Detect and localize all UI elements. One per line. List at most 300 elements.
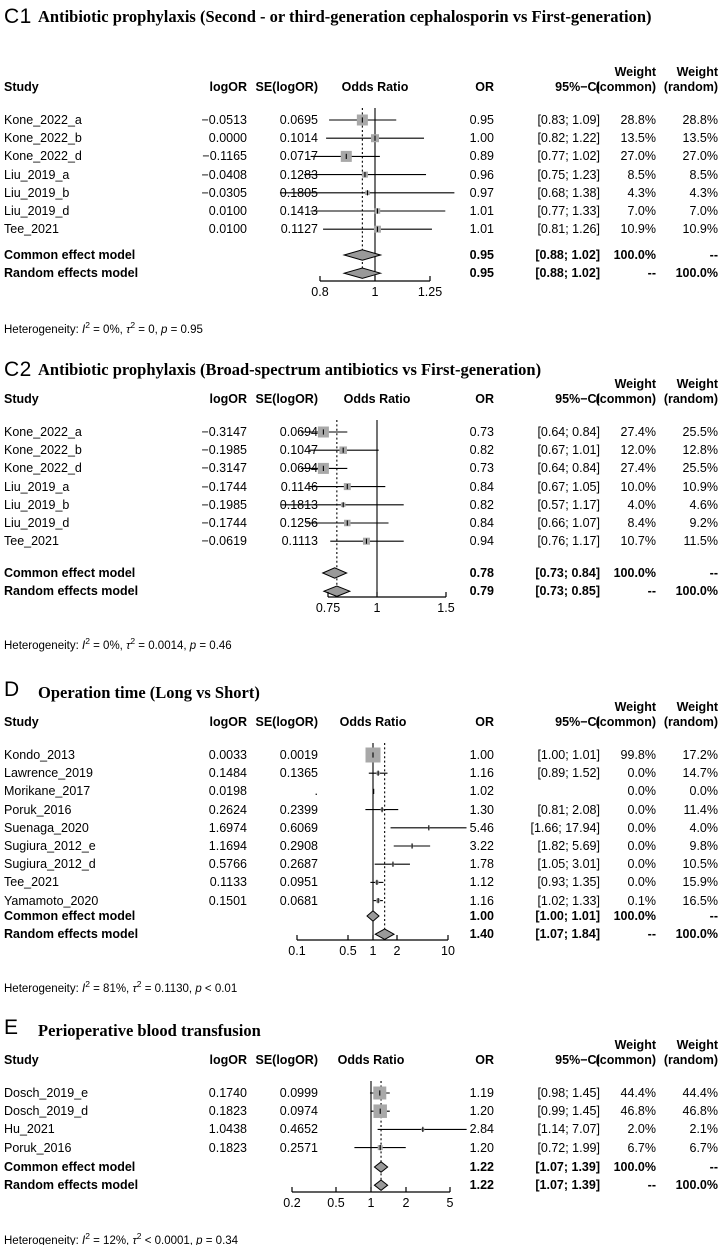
- x-axis-tick-label: 2: [393, 944, 401, 958]
- x-axis-tick-label: 2: [402, 1196, 410, 1210]
- study-logor: 0.0100: [208, 204, 247, 218]
- study-name: Tee_2021: [4, 875, 59, 890]
- study-logor: 0.1484: [208, 766, 247, 781]
- random-effects-model-row-weight-random: 100.0%: [675, 927, 718, 942]
- study-name: Tee_2021: [4, 222, 59, 237]
- study-name: Kone_2022_a: [4, 425, 82, 439]
- study-weight-common: 99.8%: [620, 748, 656, 762]
- study-logor: −0.1744: [201, 516, 247, 530]
- common-effect-diamond: [374, 1162, 387, 1172]
- study-weight-random: 11.5%: [683, 534, 718, 549]
- study-weight-common: 10.0%: [620, 479, 656, 494]
- study-logor: 0.0198: [208, 784, 247, 799]
- study-name: Liu_2019_b: [4, 497, 70, 512]
- study-weight-common: 10.7%: [620, 534, 656, 549]
- study-ci: [1.66; 17.94]: [530, 820, 600, 835]
- study-name: Dosch_2019_d: [4, 1104, 89, 1119]
- study-weight-random: 12.8%: [682, 443, 718, 458]
- random-effects-model-row-ci: [1.07; 1.84]: [535, 927, 600, 942]
- study-weight-random: 4.0%: [689, 820, 718, 835]
- column-header-study: Study: [4, 80, 39, 94]
- column-header-weight-random: (random): [663, 392, 718, 406]
- common-effect-model-row-label: Common effect model: [4, 248, 136, 262]
- study-weight-random: 25.5%: [682, 461, 718, 476]
- random-effects-model-row-weight-random: 100.0%: [675, 1178, 718, 1193]
- study-or: 1.00: [469, 748, 494, 762]
- study-ci: [0.81; 1.26]: [537, 222, 600, 237]
- study-se: 0.0694: [279, 425, 318, 439]
- study-logor: −0.0619: [201, 534, 247, 549]
- random-effects-model-row-label: Random effects model: [4, 584, 139, 599]
- column-header-or: OR: [475, 80, 494, 94]
- study-weight-random: 9.2%: [689, 516, 718, 530]
- forest-plot-area-d: [0, 742, 720, 952]
- study-name: Hu_2021: [4, 1122, 55, 1137]
- study-ci: [0.57; 1.17]: [537, 497, 600, 512]
- study-se: 0.0999: [279, 1086, 318, 1100]
- study-name: Morikane_2017: [4, 784, 91, 799]
- panel-title-c1: Antibiotic prophylaxis (Second - or third-generation cephalosporin vs First-generation): [38, 7, 652, 26]
- study-weight-random: 13.5%: [682, 131, 718, 146]
- study-or: 0.96: [469, 167, 494, 182]
- column-header-weight-common: (common): [595, 715, 656, 729]
- weight-common-header-top: Weight: [614, 65, 656, 79]
- study-name: Suenaga_2020: [4, 820, 89, 835]
- study-se: 0.1047: [279, 443, 318, 458]
- column-header-logor: logOR: [209, 80, 247, 94]
- column-header-study: Study: [4, 392, 39, 406]
- study-weight-common: 0.0%: [627, 820, 656, 835]
- study-se: 0.2908: [279, 839, 318, 853]
- panel-letter-c2: C2: [4, 358, 32, 381]
- study-weight-common: 27.4%: [620, 461, 656, 476]
- study-ci: [1.05; 3.01]: [537, 857, 600, 872]
- heterogeneity-statistics: Heterogeneity: $I^2 = 12\%$, $\tau^2 < 0.0001$, p = 0.34: [4, 1231, 239, 1245]
- random-effects-model-row-weight-common: --: [647, 927, 656, 942]
- column-header-odds-ratio: Odds Ratio: [337, 1053, 405, 1067]
- study-name: Liu_2019_a: [4, 167, 70, 182]
- heterogeneity-statistics: Heterogeneity: $I^2 = 81\%$, $\tau^2 = 0.1130$, p < 0.01: [4, 979, 238, 995]
- study-or: 0.84: [469, 479, 494, 494]
- study-se: 0.1813: [279, 497, 318, 512]
- study-se: 0.2571: [279, 1140, 318, 1155]
- study-weight-common: 10.9%: [620, 222, 656, 237]
- study-ci: [0.67; 1.05]: [537, 479, 600, 494]
- common-effect-model-row-ci: [1.00; 1.01]: [535, 909, 600, 923]
- study-ci: [0.83; 1.09]: [537, 113, 600, 127]
- column-header-logor: logOR: [209, 392, 247, 406]
- forest-plot-area-c2: [0, 419, 720, 609]
- column-header-se: SE(logOR): [255, 80, 318, 94]
- x-axis-tick-label: 1.25: [417, 285, 443, 299]
- study-se: 0.0717: [279, 149, 318, 164]
- study-or: 1.16: [469, 766, 494, 781]
- study-logor: 0.1823: [208, 1140, 247, 1155]
- study-logor: −0.1985: [201, 443, 247, 458]
- study-logor: 0.1740: [208, 1086, 247, 1100]
- study-weight-random: 4.6%: [689, 497, 718, 512]
- x-axis-tick-label: 1: [371, 285, 379, 299]
- study-logor: −0.0513: [201, 113, 247, 127]
- heterogeneity-statistics: Heterogeneity: $I^2 = 0\%$, $\tau^2 = 0.0014$, p = 0.46: [4, 636, 232, 652]
- study-weight-random: 28.8%: [682, 113, 718, 127]
- common-effect-model-row-weight-common: 100.0%: [613, 909, 656, 923]
- study-se: 0.1413: [279, 204, 318, 218]
- study-or: 1.01: [469, 204, 494, 218]
- common-effect-model-row-weight-random: --: [709, 909, 718, 923]
- x-axis-tick-label: 1: [369, 944, 377, 958]
- study-ci: [0.77; 1.33]: [537, 204, 600, 218]
- study-weight-common: 7.0%: [627, 204, 656, 218]
- study-logor: 1.0438: [208, 1122, 247, 1137]
- study-ci: [0.64; 0.84]: [537, 425, 600, 439]
- study-or: 0.89: [469, 149, 494, 164]
- column-header-odds-ratio: Odds Ratio: [341, 80, 409, 94]
- common-effect-model-row-weight-random: --: [709, 1160, 718, 1174]
- study-ci: [0.76; 1.17]: [537, 534, 600, 549]
- x-axis-tick-label: 0.2: [283, 1196, 301, 1210]
- random-effects-model-row-weight-common: --: [647, 584, 656, 599]
- study-or: 1.78: [469, 857, 494, 872]
- column-header-ci: 95%−CI: [555, 1053, 600, 1067]
- study-logor: 0.5766: [208, 857, 247, 872]
- random-effects-model-row-weight-random: 100.0%: [675, 584, 718, 599]
- study-se: 0.0019: [279, 748, 318, 762]
- study-weight-common: 4.0%: [627, 497, 656, 512]
- forest-plot-area-c1: [0, 107, 720, 293]
- common-effect-model-row-weight-common: 100.0%: [613, 248, 656, 262]
- study-logor: −0.3147: [201, 461, 247, 476]
- random-effects-model-row-weight-common: --: [647, 266, 656, 281]
- weight-common-header-top: Weight: [614, 1038, 656, 1052]
- study-ci: [0.81; 2.08]: [537, 802, 600, 817]
- study-name: Kone_2022_d: [4, 461, 82, 476]
- forest-plot-area-e: [0, 1080, 720, 1204]
- panel-letter-d: D: [4, 678, 20, 701]
- study-logor: −0.0408: [201, 167, 247, 182]
- study-se: 0.0681: [279, 893, 318, 908]
- study-or: 0.82: [469, 497, 494, 512]
- study-se: 0.0694: [279, 461, 318, 476]
- study-weight-common: 0.0%: [627, 784, 656, 799]
- study-or: 2.84: [469, 1122, 494, 1137]
- random-effects-model-row-or: 0.79: [469, 584, 494, 599]
- panel-title-d: Operation time (Long vs Short): [38, 683, 260, 702]
- column-header-or: OR: [475, 1053, 494, 1067]
- study-name: Kondo_2013: [4, 748, 75, 762]
- study-ci: [0.68; 1.38]: [537, 185, 600, 200]
- study-name: Sugiura_2012_d: [4, 857, 96, 872]
- random-effects-model-row-label: Random effects model: [4, 266, 139, 281]
- random-effects-model-row-weight-random: 100.0%: [675, 266, 718, 281]
- study-logor: 0.0033: [208, 748, 247, 762]
- study-se: 0.2687: [279, 857, 318, 872]
- weight-random-header-top: Weight: [676, 700, 718, 714]
- column-header-odds-ratio: Odds Ratio: [343, 392, 411, 406]
- study-weight-common: 13.5%: [620, 131, 656, 146]
- study-ci: [0.72; 1.99]: [537, 1140, 600, 1155]
- common-effect-model-row-or: 0.78: [469, 566, 494, 580]
- common-effect-model-row-ci: [0.88; 1.02]: [535, 248, 600, 262]
- study-weight-random: 15.9%: [682, 875, 718, 890]
- study-weight-random: 25.5%: [682, 425, 718, 439]
- study-se: 0.0951: [279, 875, 318, 890]
- random-effects-model-row-label: Random effects model: [4, 1178, 139, 1193]
- study-ci: [0.66; 1.07]: [537, 516, 600, 530]
- study-name: Kone_2022_b: [4, 131, 82, 146]
- random-effects-diamond: [374, 1180, 387, 1190]
- random-effects-model-row-or: 0.95: [469, 266, 494, 281]
- x-axis-tick-label: 0.75: [315, 601, 341, 615]
- study-weight-random: 10.9%: [682, 479, 718, 494]
- study-name: Liu_2019_d: [4, 516, 70, 530]
- panel-letter-c1: C1: [4, 5, 32, 28]
- common-effect-model-row-weight-common: 100.0%: [613, 1160, 656, 1174]
- column-header-logor: logOR: [209, 715, 247, 729]
- column-header-study: Study: [4, 1053, 39, 1067]
- column-header-odds-ratio: Odds Ratio: [339, 715, 407, 729]
- study-logor: 0.1501: [208, 893, 247, 908]
- study-name: Poruk_2016: [4, 802, 72, 817]
- study-weight-common: 0.0%: [627, 875, 656, 890]
- column-header-weight-common: (common): [595, 1053, 656, 1067]
- common-effect-model-row-label: Common effect model: [4, 1160, 136, 1174]
- study-logor: −0.3147: [201, 425, 247, 439]
- common-effect-model-row-weight-random: --: [709, 566, 718, 580]
- study-se: 0.1146: [280, 479, 318, 494]
- study-weight-common: 0.0%: [627, 802, 656, 817]
- common-effect-model-row-label: Common effect model: [4, 909, 136, 923]
- x-axis-tick-label: 0.5: [327, 1196, 345, 1210]
- study-se: 0.1365: [279, 766, 318, 781]
- plot-panel-d: [0, 742, 720, 952]
- study-ci: [1.82; 5.69]: [537, 839, 600, 853]
- column-header-ci: 95%−CI: [555, 392, 600, 406]
- study-weight-common: 44.4%: [620, 1086, 656, 1100]
- random-effects-model-row-or: 1.40: [469, 927, 494, 942]
- column-header-ci: 95%−CI: [555, 715, 600, 729]
- study-weight-random: 8.5%: [689, 167, 718, 182]
- study-weight-random: 9.8%: [689, 839, 718, 853]
- common-effect-diamond: [367, 911, 379, 921]
- study-logor: 0.0000: [208, 131, 247, 146]
- common-effect-model-row-ci: [0.73; 0.84]: [535, 566, 600, 580]
- study-ci: [1.02; 1.33]: [537, 893, 600, 908]
- random-effects-model-row-or: 1.22: [469, 1178, 494, 1193]
- column-header-weight-random: (random): [663, 1053, 718, 1067]
- study-name: Yamamoto_2020: [4, 893, 99, 908]
- study-weight-random: 10.5%: [682, 857, 718, 872]
- study-logor: 1.1694: [208, 839, 247, 853]
- study-or: 1.01: [469, 222, 494, 237]
- study-ci: [0.93; 1.35]: [537, 875, 600, 890]
- study-ci: [0.89; 1.52]: [537, 766, 600, 781]
- study-or: 1.02: [469, 784, 494, 799]
- study-weight-common: 27.4%: [620, 425, 656, 439]
- study-or: 0.84: [469, 516, 494, 530]
- study-weight-common: 28.8%: [620, 113, 656, 127]
- x-axis-tick-label: 0.1: [288, 944, 306, 958]
- random-effects-diamond: [375, 929, 394, 939]
- study-se: 0.1127: [280, 222, 318, 237]
- x-axis-tick-label: 10: [441, 944, 455, 958]
- weight-common-header-top: Weight: [614, 377, 656, 391]
- study-logor: 0.0100: [208, 222, 247, 237]
- study-name: Liu_2019_b: [4, 185, 70, 200]
- study-weight-random: 46.8%: [682, 1104, 718, 1119]
- study-se: 0.0974: [279, 1104, 318, 1119]
- plot-panel-c2: [0, 419, 720, 609]
- study-se: .: [314, 784, 318, 799]
- study-or: 3.22: [469, 839, 494, 853]
- study-ci: [0.77; 1.02]: [537, 149, 600, 164]
- study-weight-common: 27.0%: [620, 149, 656, 164]
- study-se: 0.2399: [279, 802, 318, 817]
- study-weight-common: 0.1%: [627, 893, 656, 908]
- study-logor: 0.1823: [208, 1104, 247, 1119]
- study-weight-random: 27.0%: [682, 149, 718, 164]
- study-logor: 1.6974: [208, 820, 247, 835]
- study-name: Kone_2022_d: [4, 149, 82, 164]
- study-weight-common: 6.7%: [627, 1140, 656, 1155]
- study-name: Dosch_2019_e: [4, 1086, 89, 1100]
- study-weight-common: 8.4%: [627, 516, 656, 530]
- study-ci: [1.00; 1.01]: [537, 748, 600, 762]
- column-header-weight-random: (random): [663, 715, 718, 729]
- column-header-or: OR: [475, 715, 494, 729]
- study-se: 0.1283: [279, 167, 318, 182]
- study-name: Kone_2022_a: [4, 113, 82, 127]
- column-header-or: OR: [475, 392, 494, 406]
- study-weight-random: 11.4%: [683, 802, 718, 817]
- study-or: 0.82: [469, 443, 494, 458]
- study-ci: [0.64; 0.84]: [537, 461, 600, 476]
- study-weight-random: 0.0%: [689, 784, 718, 799]
- study-or: 1.00: [469, 131, 494, 146]
- study-se: 0.1113: [281, 534, 318, 549]
- study-weight-random: 6.7%: [689, 1140, 718, 1155]
- study-weight-random: 14.7%: [682, 766, 718, 781]
- study-name: Lawrence_2019: [4, 766, 93, 781]
- study-ci: [0.99; 1.45]: [537, 1104, 600, 1119]
- study-or: 1.12: [469, 875, 494, 890]
- plot-panel-c1: [0, 107, 720, 293]
- panel-title-c2: Antibiotic prophylaxis (Broad-spectrum antibiotics vs First-generation): [38, 360, 542, 379]
- study-se: 0.0695: [279, 113, 318, 127]
- column-header-study: Study: [4, 715, 39, 729]
- weight-random-header-top: Weight: [676, 65, 718, 79]
- study-name: Sugiura_2012_e: [4, 839, 96, 853]
- study-ci: [1.14; 7.07]: [537, 1122, 600, 1137]
- column-header-weight-common: (common): [595, 80, 656, 94]
- study-or: 1.30: [469, 802, 494, 817]
- study-name: Poruk_2016: [4, 1140, 72, 1155]
- x-axis-tick-label: 0.8: [311, 285, 329, 299]
- study-weight-common: 0.0%: [627, 839, 656, 853]
- panel-title-e: Perioperative blood transfusion: [38, 1021, 261, 1040]
- weight-random-header-top: Weight: [676, 377, 718, 391]
- random-effects-model-row-weight-common: --: [647, 1178, 656, 1193]
- study-ci: [0.98; 1.45]: [537, 1086, 600, 1100]
- column-header-ci: 95%−CI: [555, 80, 600, 94]
- study-weight-common: 4.3%: [627, 185, 656, 200]
- study-or: 1.20: [469, 1104, 494, 1119]
- study-ci: [0.67; 1.01]: [537, 443, 600, 458]
- common-effect-model-row-or: 1.00: [469, 909, 494, 923]
- common-effect-model-row-label: Common effect model: [4, 566, 136, 580]
- study-ci: [0.82; 1.22]: [537, 131, 600, 146]
- study-logor: 0.1133: [209, 875, 247, 890]
- study-or: 0.73: [469, 425, 494, 439]
- study-weight-common: 46.8%: [620, 1104, 656, 1119]
- study-logor: −0.1744: [201, 479, 247, 494]
- study-se: 0.6069: [279, 820, 318, 835]
- random-effects-model-row-ci: [0.73; 0.85]: [535, 584, 600, 599]
- random-effects-model-row-ci: [1.07; 1.39]: [535, 1178, 600, 1193]
- common-effect-diamond: [323, 568, 347, 578]
- study-weight-random: 4.3%: [689, 185, 718, 200]
- study-name: Liu_2019_a: [4, 479, 70, 494]
- column-header-logor: logOR: [209, 1053, 247, 1067]
- column-header-weight-common: (common): [595, 392, 656, 406]
- plot-panel-e: [0, 1080, 720, 1204]
- study-logor: −0.0305: [201, 185, 247, 200]
- study-name: Kone_2022_b: [4, 443, 82, 458]
- random-effects-model-row-ci: [0.88; 1.02]: [535, 266, 600, 281]
- study-or: 0.97: [469, 185, 494, 200]
- study-se: 0.1256: [279, 516, 318, 530]
- study-weight-common: 12.0%: [620, 443, 656, 458]
- study-or: 5.46: [469, 820, 494, 835]
- common-effect-model-row-or: 1.22: [469, 1160, 494, 1174]
- column-header-weight-random: (random): [663, 80, 718, 94]
- x-axis-tick-label: 0.5: [339, 944, 357, 958]
- panel-letter-e: E: [4, 1016, 19, 1039]
- study-or: 0.94: [469, 534, 494, 549]
- study-logor: −0.1165: [202, 149, 247, 164]
- column-header-se: SE(logOR): [255, 1053, 318, 1067]
- study-weight-random: 16.5%: [682, 893, 718, 908]
- common-effect-model-row-ci: [1.07; 1.39]: [535, 1160, 600, 1174]
- weight-random-header-top: Weight: [676, 1038, 718, 1052]
- x-axis-tick-label: 1.5: [437, 601, 455, 615]
- column-header-se: SE(logOR): [255, 715, 318, 729]
- study-se: 0.1014: [279, 131, 318, 146]
- common-effect-model-row-weight-random: --: [709, 248, 718, 262]
- study-weight-common: 0.0%: [627, 766, 656, 781]
- study-se: 0.4652: [279, 1122, 318, 1137]
- study-name: Tee_2021: [4, 534, 59, 549]
- study-weight-random: 17.2%: [682, 748, 718, 762]
- study-weight-random: 7.0%: [689, 204, 718, 218]
- study-logor: −0.1985: [201, 497, 247, 512]
- random-effects-model-row-label: Random effects model: [4, 927, 139, 942]
- study-or: 0.73: [469, 461, 494, 476]
- x-axis-tick-label: 1: [373, 601, 381, 615]
- common-effect-model-row-weight-common: 100.0%: [613, 566, 656, 580]
- common-effect-model-row-or: 0.95: [469, 248, 494, 262]
- study-se: 0.1805: [279, 185, 318, 200]
- study-weight-common: 8.5%: [627, 167, 656, 182]
- study-or: 1.19: [469, 1086, 494, 1100]
- study-weight-common: 2.0%: [627, 1122, 656, 1137]
- weight-common-header-top: Weight: [614, 700, 656, 714]
- study-ci: [0.75; 1.23]: [537, 167, 600, 182]
- study-logor: 0.2624: [208, 802, 247, 817]
- study-weight-common: 0.0%: [627, 857, 656, 872]
- column-header-se: SE(logOR): [255, 392, 318, 406]
- x-axis-tick-label: 1: [367, 1196, 375, 1210]
